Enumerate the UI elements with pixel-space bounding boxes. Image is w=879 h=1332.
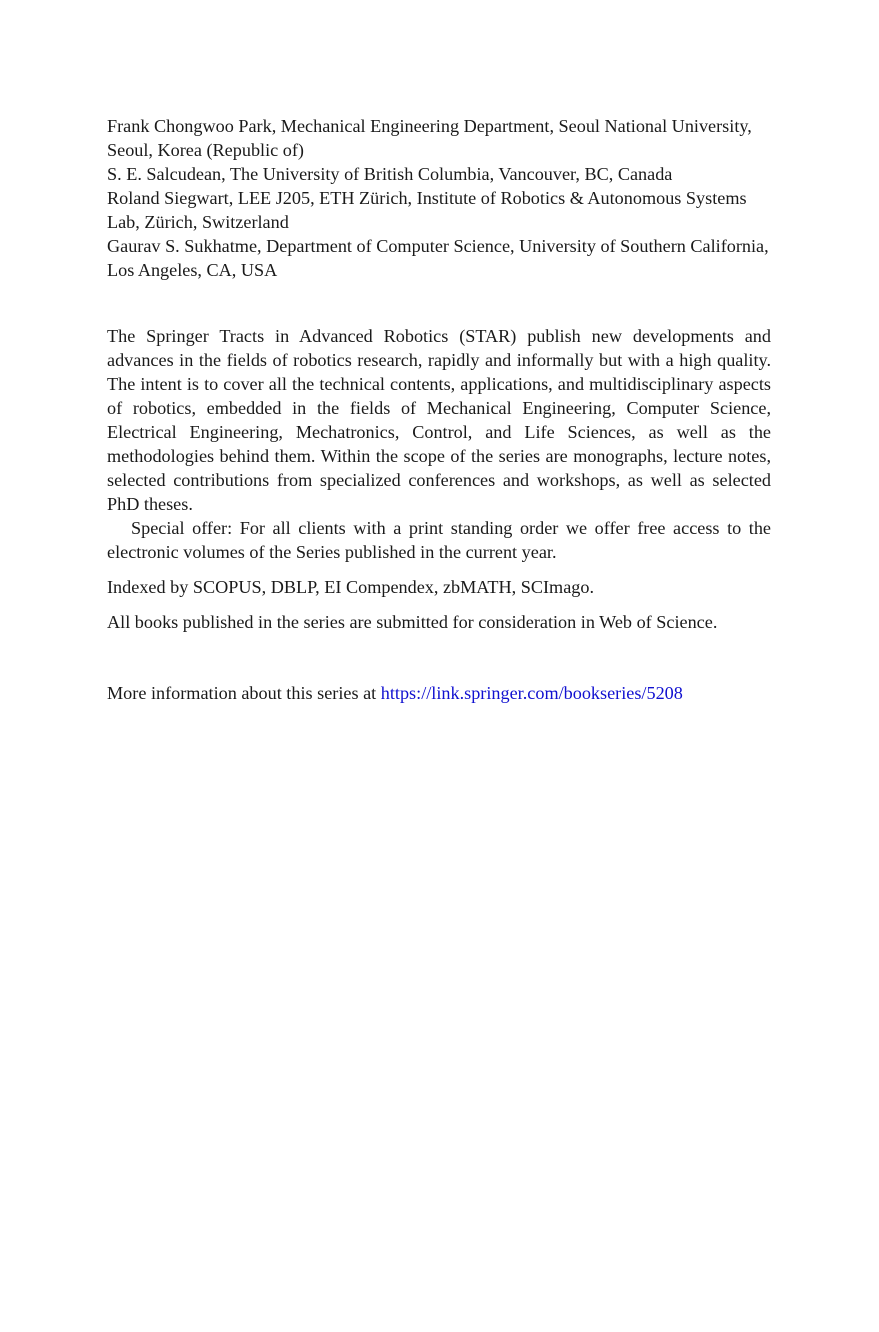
editor-entry: Gaurav S. Sukhatme, Department of Computer Science, University of Southern California, Los Angeles, CA, USA bbox=[107, 236, 769, 280]
indexing-note: Indexed by SCOPUS, DBLP, EI Compendex, zbMATH, SCImago. bbox=[107, 577, 595, 597]
page-content bbox=[107, 114, 771, 705]
special-offer: Special offer: For all clients with a print standing order we offer free access to the electronic volumes of the Series published in the current year. bbox=[107, 518, 771, 562]
more-info-line bbox=[107, 681, 771, 705]
editor-entry: Frank Chongwoo Park, Mechanical Engineering Department, Seoul National University, Seoul, Korea (Republic of) bbox=[107, 116, 752, 160]
web-of-science-note: All books published in the series are submitted for consideration in Web of Science. bbox=[107, 612, 718, 632]
more-info-text: More information about this series at bbox=[107, 683, 381, 703]
editor-list bbox=[107, 114, 771, 282]
series-description: The Springer Tracts in Advanced Robotics (STAR) publish new developments and advances in the fields of robotics research, rapidly and informally but with a high quality. The intent is to cover all the technical contents, applications, and multidisciplinary aspects of robotics, embedded in the fields of Mechanical Engineering, Computer Science, Electrical Engineering, Mechatronics, Control, and Life Sciences, as well as the methodologies behind them. Within the scope of the series are monographs, lecture notes, selected contributions from specialized conferences and workshops, as well as selected PhD theses. bbox=[107, 326, 771, 514]
editor-entry: S. E. Salcudean, The University of British Columbia, Vancouver, BC, Canada bbox=[107, 164, 673, 184]
editor-entry: Roland Siegwart, LEE J205, ETH Zürich, Institute of Robotics & Autonomous Systems Lab, Zürich, Switzerland bbox=[107, 188, 747, 232]
series-link[interactable]: https://link.springer.com/bookseries/5208 bbox=[380, 683, 683, 703]
